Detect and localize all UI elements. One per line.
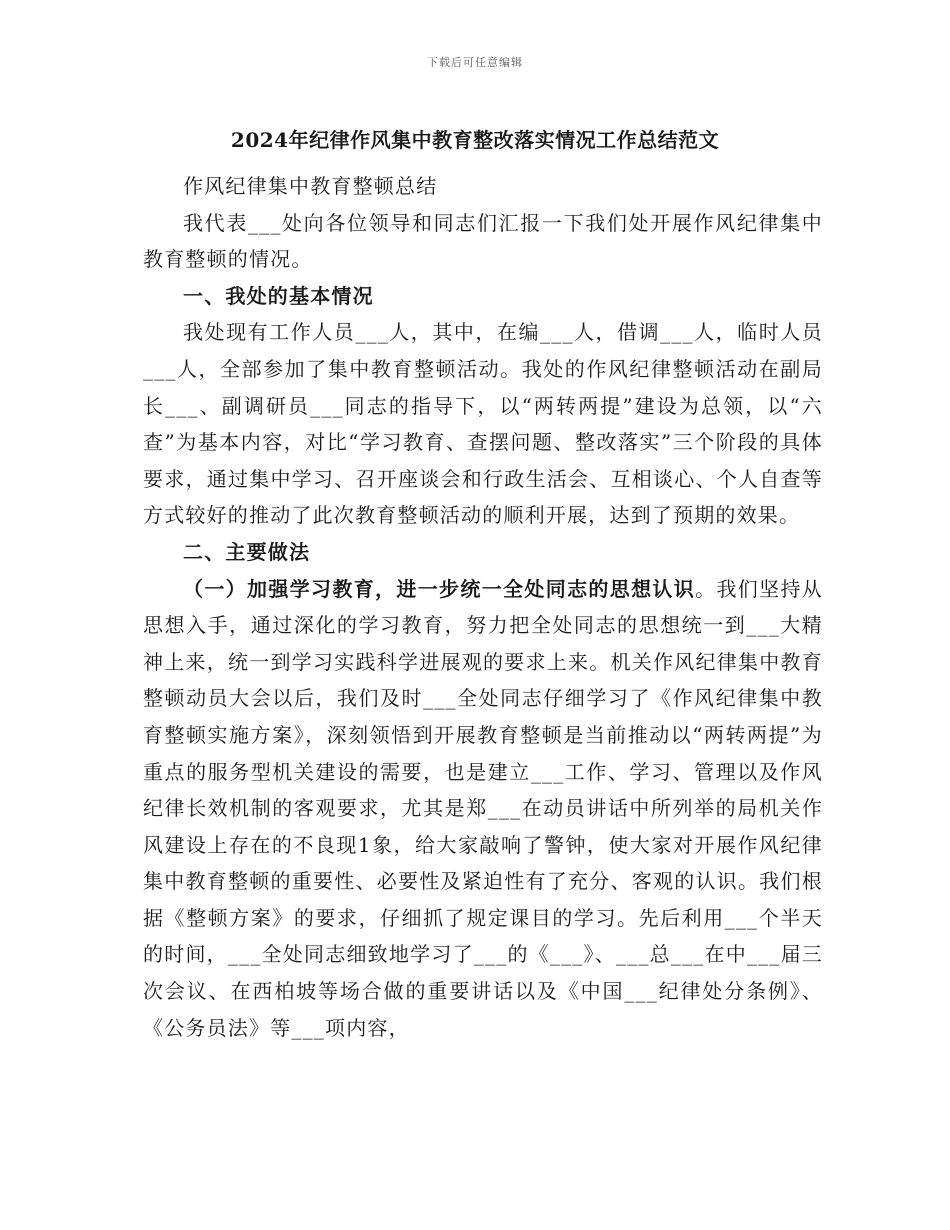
section-heading-main-practices: 二、主要做法 (183, 539, 311, 564)
document-body (143, 168, 823, 1046)
paragraph-intro: 我代表___处向各位领导和同志们汇报一下我们处开展作风纪律集中教育整顿的情况。 (143, 210, 823, 272)
paragraph-basic-situation: 我处现有工作人员___人，其中，在编___人，借调___人，临时人员___人，全部参加了集中教育整顿活动。我处的作风纪律整顿活动在副局长___、副调研员___同志的指导下，以“两转两提”建设为总领，以“六查”为基本内容，对比“学习教育、查摆问题、整改落实”三个阶段的具体要求，通过集中学习、召开座谈会和行政生活会、互相谈心、个人自查等方式较好的推动了此次教育整顿活动的顺利开展，达到了预期的效果。 (143, 320, 823, 528)
header-note: 下载后可任意编辑 (427, 56, 523, 69)
paragraph-subtitle: 作风纪律集中教育整顿总结 (183, 174, 438, 198)
section-heading-basic-situation: 一、我处的基本情况 (183, 283, 374, 308)
subheading-study-education: （一）加强学习教育，进一步统一全处同志的思想认识 (183, 576, 696, 601)
paragraph-study-education-text: 。我们坚持从思想入手，通过深化的学习教育，努力把全处同志的思想统一到___大精神上来，统一到学习实践科学进展观的要求上来。机关作风纪律集中教育整顿动员大会以后，我们及时___全处同志仔细学习了《作风纪律集中教育整顿实施方案》，深刻领悟到开展教育整顿是当前推动以“两转两提”为重点的服务型机关建设的需要，也是建立___工作、学习、管理以及作风纪律长效机制的客观要求，尤其是郑___在动员讲话中所列举的局机关作风建设上存在的不良现1象，给大家敲响了警钟，使大家对开展作风纪律集中教育整顿的重要性、必要性及紧迫性有了充分、客观的认识。我们根据《整顿方案》的要求，仔细抓了规定课目的学习。先后利用___个半天的时间，___全处同志细致地学习了___的《___》、___总___在中___届三次会议、在西柏坡等场合做的重要讲话以及《中国___纪律处分条例》、《公务员法》等___项内容， (143, 576, 823, 1040)
paragraph-study-education (143, 571, 823, 1047)
document-title: 2024年纪律作风集中教育整改落实情况工作总结范文 (230, 128, 720, 152)
